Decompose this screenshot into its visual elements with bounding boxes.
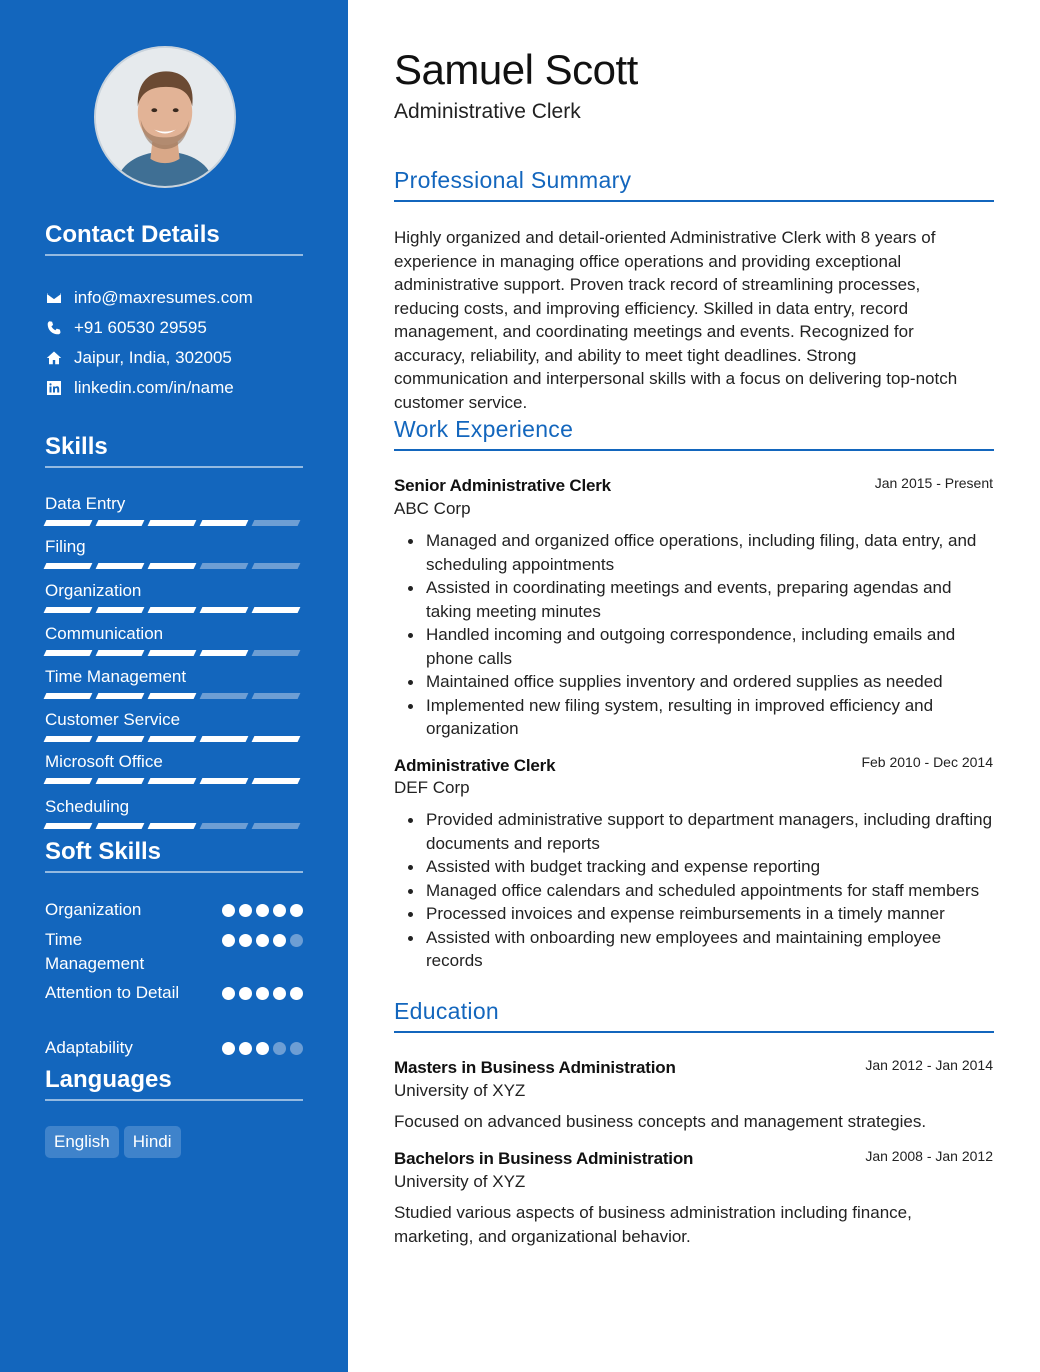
- skill-item: [45, 581, 303, 613]
- language-tag: English: [45, 1126, 119, 1158]
- rating-dot: [290, 904, 303, 917]
- skill-rating-segment: [200, 823, 249, 829]
- list-item: Assisted with onboarding new employees and maintaining employee records: [408, 926, 998, 973]
- skill-item: [45, 710, 303, 742]
- list-item: Assisted in coordinating meetings and events, preparing agendas and taking meeting minutes: [408, 576, 998, 623]
- job-bullets: [408, 529, 998, 741]
- rating-dot: [256, 904, 269, 917]
- skill-rating-segment: [44, 693, 93, 699]
- rating-dot: [222, 904, 235, 917]
- contact-address: [45, 347, 232, 369]
- linkedin-icon: [45, 379, 63, 397]
- degree-dates: Jan 2008 - Jan 2012: [865, 1148, 993, 1164]
- languages-heading: Languages: [45, 1067, 303, 1101]
- rating-dot: [290, 987, 303, 1000]
- summary-text: Highly organized and detail-oriented Administrative Clerk with 8 years of experience in managing office operations and providing exceptional administrative support. Proven track record of streamlining processes, reducing costs, and improving efficiency. Skilled in data entry, record management, and coordinating meetings and events. Recognized for accuracy, reliability, and ability to meet tight deadlines. Strong communication and interpersonal skills with a focus on delivering top-notch customer service.: [394, 228, 958, 412]
- list-item: Processed invoices and expense reimbursements in a timely manner: [408, 902, 998, 926]
- skill-rating-segment: [200, 736, 249, 742]
- list-item: Managed and organized office operations, including filing, data entry, and scheduling appointments: [408, 529, 998, 576]
- skill-rating-segment: [44, 607, 93, 613]
- skill-rating-segment: [200, 520, 249, 526]
- skill-label: Data Entry: [45, 494, 126, 513]
- avatar: [96, 48, 234, 186]
- skill-rating-segment: [148, 778, 197, 784]
- skill-rating-segment: [96, 823, 145, 829]
- skill-label: Filing: [45, 537, 86, 556]
- skill-item: [45, 797, 303, 829]
- rating-dot: [273, 934, 286, 947]
- rating-dot: [222, 1042, 235, 1055]
- skill-rating-bar: [45, 607, 303, 613]
- job-company: DEF Corp: [394, 778, 470, 797]
- skill-rating-segment: [148, 650, 197, 656]
- skill-rating-segment: [200, 650, 249, 656]
- job-title: Senior Administrative Clerk: [394, 476, 611, 495]
- contact-phone[interactable]: [45, 317, 207, 339]
- rating-dot: [256, 934, 269, 947]
- skill-rating-segment: [148, 520, 197, 526]
- list-item: Implemented new filing system, resulting in improved efficiency and organization: [408, 694, 998, 741]
- job-bullets: [408, 808, 998, 973]
- skill-item: [45, 537, 303, 569]
- skill-rating-segment: [44, 736, 93, 742]
- languages-list: [45, 1126, 181, 1158]
- skill-rating-segment: [96, 736, 145, 742]
- job-title: Administrative Clerk: [394, 756, 556, 775]
- rating-dot: [273, 1042, 286, 1055]
- skill-rating-segment: [44, 520, 93, 526]
- skill-rating-bar: [45, 650, 303, 656]
- skill-rating-segment: [96, 650, 145, 656]
- skill-rating-segment: [200, 607, 249, 613]
- degree-dates: Jan 2012 - Jan 2014: [865, 1057, 993, 1073]
- soft-skill-label: Time Management: [45, 930, 145, 973]
- skill-rating-segment: [96, 607, 145, 613]
- summary-heading: Professional Summary: [394, 166, 994, 202]
- skill-rating-bar: [45, 693, 303, 699]
- skill-rating-segment: [252, 650, 301, 656]
- soft-skill-label: Attention to Detail: [45, 983, 180, 1002]
- skill-label: Organization: [45, 581, 142, 600]
- skill-label: Microsoft Office: [45, 752, 163, 771]
- skill-item: [45, 624, 303, 656]
- rating-dot: [290, 934, 303, 947]
- rating-dot: [239, 934, 252, 947]
- contact-linkedin[interactable]: [45, 377, 234, 399]
- skill-rating-bar: [45, 520, 303, 526]
- rating-dot: [273, 904, 286, 917]
- skill-item: [45, 752, 303, 784]
- envelope-icon: [45, 289, 63, 307]
- skill-rating-bar: [45, 563, 303, 569]
- candidate-name: Samuel Scott: [394, 46, 638, 93]
- skill-rating-segment: [148, 693, 197, 699]
- skill-rating-segment: [252, 693, 301, 699]
- degree-title: Bachelors in Business Administration: [394, 1149, 694, 1168]
- skill-rating-segment: [96, 563, 145, 569]
- soft-skill-rating: [222, 934, 303, 976]
- skill-rating-segment: [44, 823, 93, 829]
- rating-dot: [273, 987, 286, 1000]
- rating-dot: [256, 987, 269, 1000]
- skill-label: Communication: [45, 624, 164, 643]
- contact-linkedin-text: linkedin.com/in/name: [74, 378, 234, 397]
- contact-email-text: info@maxresumes.com: [74, 288, 253, 307]
- list-item: Provided administrative support to department managers, including drafting documents and reports: [408, 808, 998, 855]
- degree-title: Masters in Business Administration: [394, 1058, 676, 1077]
- rating-dot: [239, 987, 252, 1000]
- soft-skill-item: [45, 981, 303, 1005]
- degree-description: Studied various aspects of business administration including finance, marketing, and organizational behavior.: [394, 1203, 912, 1246]
- contact-heading: Contact Details: [45, 222, 303, 256]
- soft-skills-heading: Soft Skills: [45, 839, 303, 873]
- rating-dot: [239, 1042, 252, 1055]
- job-company: ABC Corp: [394, 499, 471, 518]
- soft-skill-rating: [222, 1042, 303, 1060]
- skill-rating-segment: [200, 778, 249, 784]
- skill-rating-segment: [44, 778, 93, 784]
- home-icon: [45, 349, 63, 367]
- language-tag: Hindi: [124, 1126, 181, 1158]
- skill-rating-segment: [148, 736, 197, 742]
- skill-rating-segment: [252, 607, 301, 613]
- skill-rating-segment: [44, 563, 93, 569]
- soft-skill-rating: [222, 904, 303, 922]
- education-heading: Education: [394, 997, 994, 1033]
- profile-photo: [94, 46, 236, 188]
- list-item: Handled incoming and outgoing correspondence, including emails and phone calls: [408, 623, 998, 670]
- skill-label: Time Management: [45, 667, 187, 686]
- list-item: Managed office calendars and scheduled appointments for staff members: [408, 879, 998, 903]
- phone-icon: [45, 319, 63, 337]
- skill-rating-segment: [96, 693, 145, 699]
- contact-address-text: Jaipur, India, 302005: [74, 348, 232, 367]
- skill-rating-bar: [45, 823, 303, 829]
- skills-heading: Skills: [45, 434, 303, 468]
- skill-rating-segment: [252, 736, 301, 742]
- soft-skill-rating: [222, 987, 303, 1005]
- skill-item: [45, 494, 303, 526]
- skill-rating-segment: [252, 823, 301, 829]
- skill-item: [45, 667, 303, 699]
- skill-rating-segment: [44, 650, 93, 656]
- school-name: University of XYZ: [394, 1172, 526, 1191]
- skill-rating-segment: [252, 563, 301, 569]
- soft-skill-item: [45, 928, 303, 976]
- rating-dot: [256, 1042, 269, 1055]
- school-name: University of XYZ: [394, 1081, 526, 1100]
- skill-rating-segment: [200, 693, 249, 699]
- skill-rating-segment: [96, 520, 145, 526]
- experience-heading: Work Experience: [394, 415, 994, 451]
- skill-rating-segment: [96, 778, 145, 784]
- candidate-title: Administrative Clerk: [394, 100, 581, 123]
- contact-phone-text: +91 60530 29595: [74, 318, 207, 337]
- skill-rating-bar: [45, 736, 303, 742]
- skill-rating-segment: [252, 778, 301, 784]
- soft-skill-label: Organization: [45, 900, 142, 919]
- list-item: Maintained office supplies inventory and ordered supplies as needed: [408, 670, 998, 694]
- soft-skill-item: [45, 1036, 303, 1060]
- job-dates: Feb 2010 - Dec 2014: [861, 754, 993, 770]
- skill-rating-bar: [45, 778, 303, 784]
- skill-rating-segment: [148, 823, 197, 829]
- contact-email[interactable]: [45, 287, 253, 309]
- rating-dot: [239, 904, 252, 917]
- job-dates: Jan 2015 - Present: [874, 475, 993, 491]
- rating-dot: [222, 987, 235, 1000]
- skill-rating-segment: [200, 563, 249, 569]
- rating-dot: [290, 1042, 303, 1055]
- soft-skill-item: [45, 898, 303, 922]
- skill-label: Customer Service: [45, 710, 181, 729]
- skill-rating-segment: [148, 607, 197, 613]
- sidebar: [0, 0, 348, 1372]
- soft-skill-label: Adaptability: [45, 1038, 133, 1057]
- skill-rating-segment: [252, 520, 301, 526]
- list-item: Assisted with budget tracking and expense reporting: [408, 855, 998, 879]
- skill-rating-segment: [148, 563, 197, 569]
- degree-description: Focused on advanced business concepts and management strategies.: [394, 1112, 927, 1131]
- rating-dot: [222, 934, 235, 947]
- skill-label: Scheduling: [45, 797, 130, 816]
